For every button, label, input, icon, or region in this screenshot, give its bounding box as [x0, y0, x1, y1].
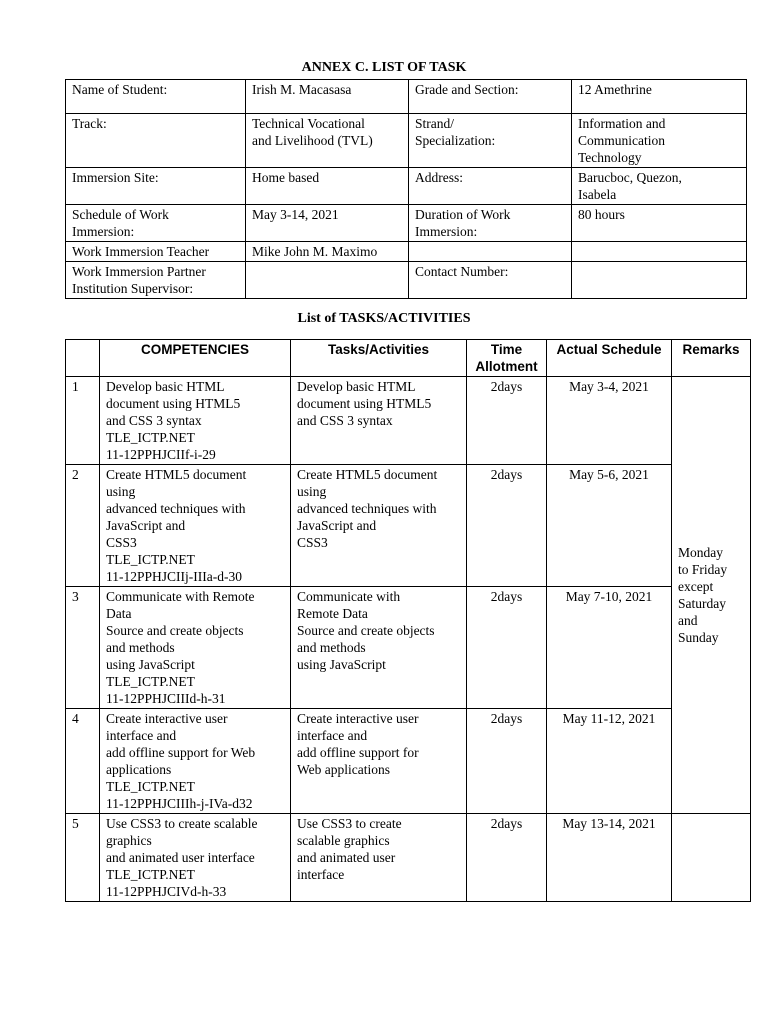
schedule-cell: May 13-14, 2021 — [547, 814, 672, 902]
tasks-subtitle: List of TASKS/ACTIVITIES — [297, 311, 471, 326]
document-title: ANNEX C. LIST OF TASK — [301, 60, 467, 75]
grade-label: Grade and Section: — [409, 80, 572, 114]
strand-value: Information and Communication Technology — [572, 114, 747, 168]
remarks-cell: Monday to Friday except Saturday and Sunday — [672, 377, 751, 814]
duration-value: 80 hours — [572, 205, 747, 242]
task-cell: Use CSS3 to create scalable graphics and animated user interface — [291, 814, 467, 902]
address-label: Address: — [409, 168, 572, 205]
site-value: Home based — [246, 168, 409, 205]
supervisor-value — [246, 262, 409, 299]
header-competencies: COMPETENCIES — [100, 340, 291, 377]
track-value: Technical Vocational and Livelihood (TVL) — [246, 114, 409, 168]
duration-label: Duration of Work Immersion: — [409, 205, 572, 242]
schedule-cell: May 5-6, 2021 — [547, 465, 672, 587]
header-number — [66, 340, 100, 377]
teacher-label: Work Immersion Teacher — [66, 242, 246, 262]
schedule-label: Schedule of Work Immersion: — [66, 205, 246, 242]
row-number: 2 — [66, 465, 100, 587]
row-number: 4 — [66, 709, 100, 814]
header-time: Time Allotment — [467, 340, 547, 377]
contact-label: Contact Number: — [409, 262, 572, 299]
row-number: 5 — [66, 814, 100, 902]
row-number: 1 — [66, 377, 100, 465]
schedule-cell: May 3-4, 2021 — [547, 377, 672, 465]
schedule-cell: May 7-10, 2021 — [547, 587, 672, 709]
address-value: Barucboc, Quezon, Isabela — [572, 168, 747, 205]
time-cell: 2days — [467, 814, 547, 902]
grade-value: 12 Amethrine — [572, 80, 747, 114]
table-row — [66, 587, 751, 709]
name-value: Irish M. Macasasa — [246, 80, 409, 114]
student-info-table — [65, 79, 747, 299]
competency-cell: Create HTML5 document using advanced techniques with JavaScript and CSS3 TLE_ICTP.NET 11-12PPHJCIIj-IIIa-d-30 — [100, 465, 291, 587]
tasks-table — [65, 339, 751, 902]
header-schedule: Actual Schedule — [547, 340, 672, 377]
header-remarks: Remarks — [672, 340, 751, 377]
empty-cell — [409, 242, 572, 262]
time-cell: 2days — [467, 709, 547, 814]
supervisor-label: Work Immersion Partner Institution Supervisor: — [66, 262, 246, 299]
task-cell: Develop basic HTML document using HTML5 and CSS 3 syntax — [291, 377, 467, 465]
track-label: Track: — [66, 114, 246, 168]
site-label: Immersion Site: — [66, 168, 246, 205]
competency-cell: Create interactive user interface and add offline support for Web applications TLE_ICTP.NET 11-12PPHJCIIIh-j-IVa-d32 — [100, 709, 291, 814]
task-cell: Create HTML5 document using advanced techniques with JavaScript and CSS3 — [291, 465, 467, 587]
row-number: 3 — [66, 587, 100, 709]
schedule-cell: May 11-12, 2021 — [547, 709, 672, 814]
contact-value — [572, 262, 747, 299]
schedule-value: May 3-14, 2021 — [246, 205, 409, 242]
competency-cell: Develop basic HTML document using HTML5 and CSS 3 syntax TLE_ICTP.NET 11-12PPHJCIIf-i-29 — [100, 377, 291, 465]
table-row — [66, 377, 751, 465]
table-row — [66, 465, 751, 587]
competency-cell: Use CSS3 to create scalable graphics and animated user interface TLE_ICTP.NET 11-12PPHJCIVd-h-33 — [100, 814, 291, 902]
table-row — [66, 814, 751, 902]
remarks-empty-cell — [672, 814, 751, 902]
task-cell: Communicate with Remote Data Source and create objects and methods using JavaScript — [291, 587, 467, 709]
competency-cell: Communicate with Remote Data Source and create objects and methods using JavaScript TLE_ICTP.NET 11-12PPHJCIIId-h-31 — [100, 587, 291, 709]
teacher-value: Mike John M. Maximo — [246, 242, 409, 262]
header-tasks: Tasks/Activities — [291, 340, 467, 377]
task-cell: Create interactive user interface and add offline support for Web applications — [291, 709, 467, 814]
name-label: Name of Student: — [66, 80, 246, 114]
time-cell: 2days — [467, 377, 547, 465]
strand-label: Strand/ Specialization: — [409, 114, 572, 168]
time-cell: 2days — [467, 465, 547, 587]
time-cell: 2days — [467, 587, 547, 709]
empty-cell — [572, 242, 747, 262]
table-row — [66, 709, 751, 814]
